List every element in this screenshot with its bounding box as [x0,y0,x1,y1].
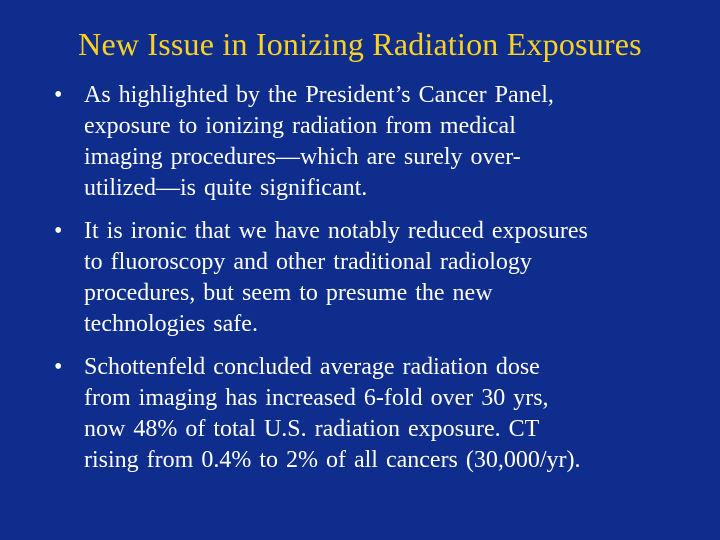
bullet-item [54,216,674,340]
bullet-text-line: now 48% of total U.S. radiation exposure. CT [84,416,540,442]
bullet-text-line: imaging procedures—which are surely over- [84,144,521,170]
bullet-text-line: procedures, but seem to presume the new [84,280,493,306]
bullet-text-line: technologies safe. [84,311,258,337]
bullet-marker: • [54,82,63,108]
bullet-marker: • [54,354,63,380]
bullet-list [54,80,674,488]
bullet-text-line: from imaging has increased 6-fold over 30 yrs, [84,385,549,411]
bullet-text-line: It is ironic that we have notably reduced exposures [84,218,588,244]
bullet-marker: • [54,218,63,244]
bullet-text-line: rising from 0.4% to 2% of all cancers (30,000/yr). [84,447,581,473]
slide-title: New Issue in Ionizing Radiation Exposures [78,26,642,62]
bullet-text-line: utilized—is quite significant. [84,175,368,201]
bullet-text-line: As highlighted by the President’s Cancer Panel, [84,82,554,108]
bullet-text-line: exposure to ionizing radiation from medical [84,113,516,139]
bullet-item [54,352,674,476]
bullet-text-line: Schottenfeld concluded average radiation dose [84,354,540,380]
bullet-text-line: to fluoroscopy and other traditional radiology [84,249,532,275]
bullet-item [54,80,674,204]
